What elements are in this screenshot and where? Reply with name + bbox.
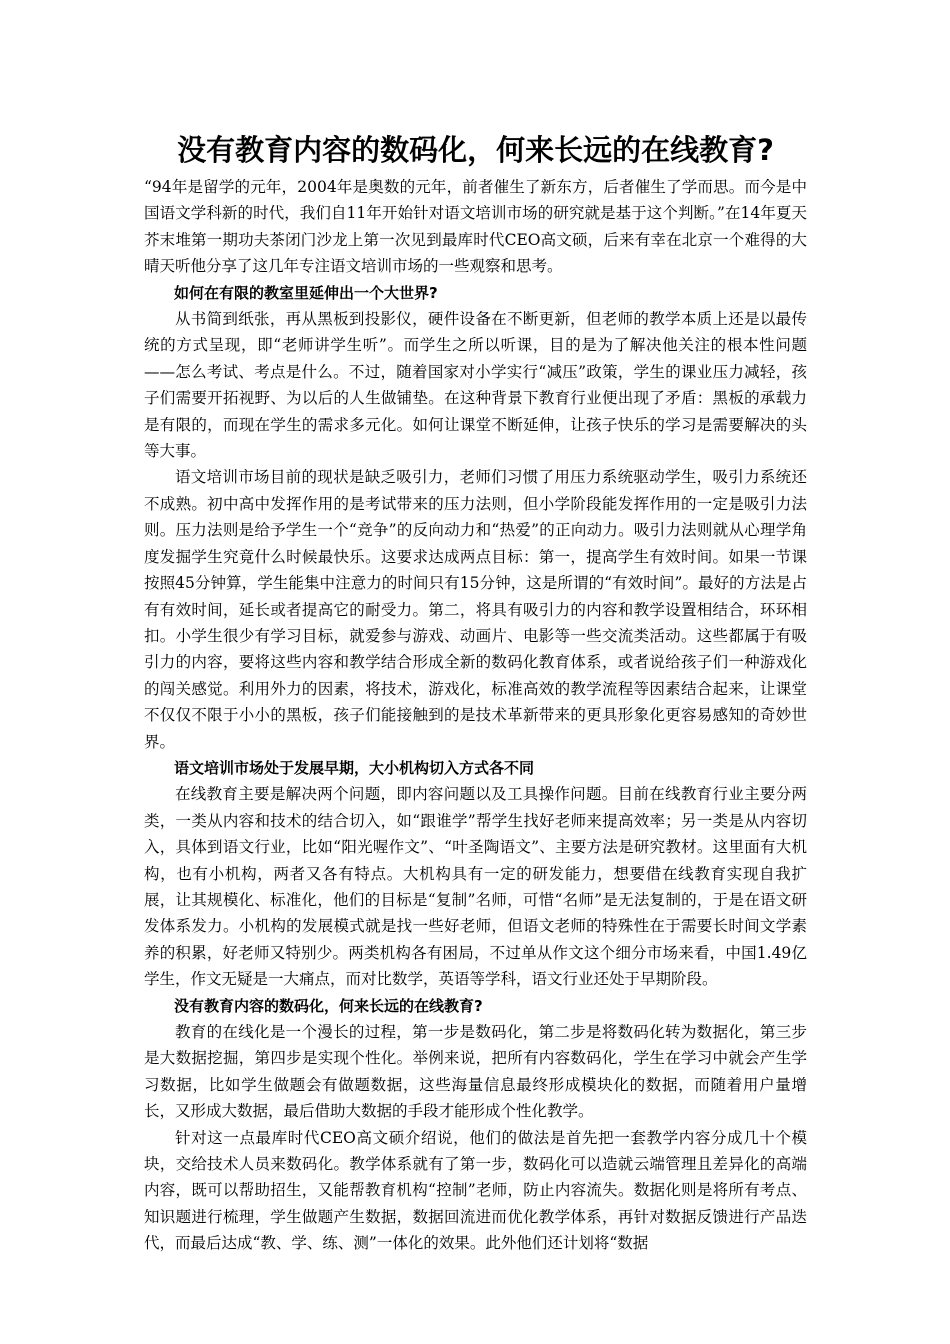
intro-paragraph: “94年是留学的元年，2004年是奥数的元年，前者催生了新东方，后者催生了学而思。而今是中国语文学科新的时代，我们自11年开始针对语文培训市场的研究就是基于这个判断。”在14年夏天芥末堆第一期功夫茶闭门沙龙上第一次见到最库时代CEO高文硕，后来有幸在北京一个难得的大晴天听他分享了这几年专注语文培训市场的一些观察和思考。 xyxy=(144,178,807,276)
body-paragraph: 教育的在线化是一个漫长的过程，第一步是数码化，第二步是将数码化转为数据化，第三步是大数据挖掘，第四步是实现个性化。举例来说，把所有内容数码化，学生在学习中就会产生学习数据，比如学生做题会有做题数据，这些海量信息最终形成模块化的数据，而随着用户量增长，又形成大数据，最后借助大数据的手段才能形成个性化教学。 xyxy=(144,1023,807,1121)
document-page xyxy=(144,128,807,1257)
section-heading-1: 如何在有限的教室里延伸出一个大世界? xyxy=(174,283,438,302)
section-heading-3: 没有教育内容的数码化，何来长远的在线教育? xyxy=(174,996,483,1015)
body-paragraph: 语文培训市场目前的现状是缺乏吸引力，老师们习惯了用压力系统驱动学生，吸引力系统还不成熟。初中高中发挥作用的是考试带来的压力法则，但小学阶段能发挥作用的一定是吸引力法则。压力法则是给予学生一个“竞争”的反向动力和“热爱”的正向动力。吸引力法则就从心理学角度发掘学生究竟什么时候最快乐。这要求达成两点目标：第一，提高学生有效时间。如果一节课按照45分钟算，学生能集中注意力的时间只有15分钟，这是所谓的“有效时间”。最好的方法是占有有效时间，延长或者提高它的耐受力。第二，将具有吸引力的内容和教学设置相结合，环环相扣。小学生很少有学习目标，就爱参与游戏、动画片、电影等一些交流类活动。这些都属于有吸引力的内容，要将这些内容和教学结合形成全新的数码化教育体系，或者说给孩子们一种游戏化的闯关感觉。利用外力的因素，将技术，游戏化，标准高效的教学流程等因素结合起来，让课堂不仅仅不限于小小的黑板，孩子们能接触到的是技术革新带来的更具形象化更容易感知的奇妙世界。 xyxy=(144,468,807,751)
body-paragraph: 针对这一点最库时代CEO高文硕介绍说，他们的做法是首先把一套教学内容分成几十个模块，交给技术人员来数码化。教学体系就有了第一步，数码化可以造就云端管理且差异化的高端内容，既可以帮助招生，又能帮教育机构“控制”老师，防止内容流失。数据化则是将所有考点、知识题进行梳理，学生做题产生数据，数据回流进而优化教学体系，再针对数据反馈进行产品迭代，而最后达成“教、学、练、测”一体化的效果。此外他们还计划将“数据 xyxy=(144,1128,807,1253)
body-paragraph: 在线教育主要是解决两个问题，即内容问题以及工具操作问题。目前在线教育行业主要分两类，一类从内容和技术的结合切入，如“跟谁学”帮学生找好老师来提高效率；另一类是从内容切入，具体到语文行业，比如“阳光喔作文”、“叶圣陶语文”、主要方法是研究教材。这里面有大机构，也有小机构，两者又各有特点。大机构具有一定的研发能力，想要借在线教育实现自我扩展，让其规模化、标准化，他们的目标是“复制”名师，可惜“名师”是无法复制的，于是在语文研发体系发力。小机构的发展模式就是找一些好老师，但语文老师的特殊性在于需要长时间文学素养的积累，好老师又特别少。两类机构各有困局，不过单从作文这个细分市场来看，中国1.49亿学生，作文无疑是一大痛点，而对比数学，英语等学科，语文行业还处于早期阶段。 xyxy=(144,785,807,989)
section-heading-2: 语文培训市场处于发展早期，大小机构切入方式各不同 xyxy=(174,758,535,777)
document-title: 没有教育内容的数码化，何来长远的在线教育? xyxy=(177,133,774,167)
body-paragraph: 从书简到纸张，再从黑板到投影仪，硬件设备在不断更新，但老师的教学本质上还是以最传统的方式呈现，即“老师讲学生听”。而学生之所以听课，目的是为了解决他关注的根本性问题——怎么考试、考点是什么。不过，随着国家对小学实行“减压”政策，学生的课业压力减轻，孩子们需要开拓视野、为以后的人生做铺垫。在这种背景下教育行业便出现了矛盾：黑板的承载力是有限的，而现在学生的需求多元化。如何让课堂不断延伸，让孩子快乐的学习是需要解决的头等大事。 xyxy=(144,310,807,461)
